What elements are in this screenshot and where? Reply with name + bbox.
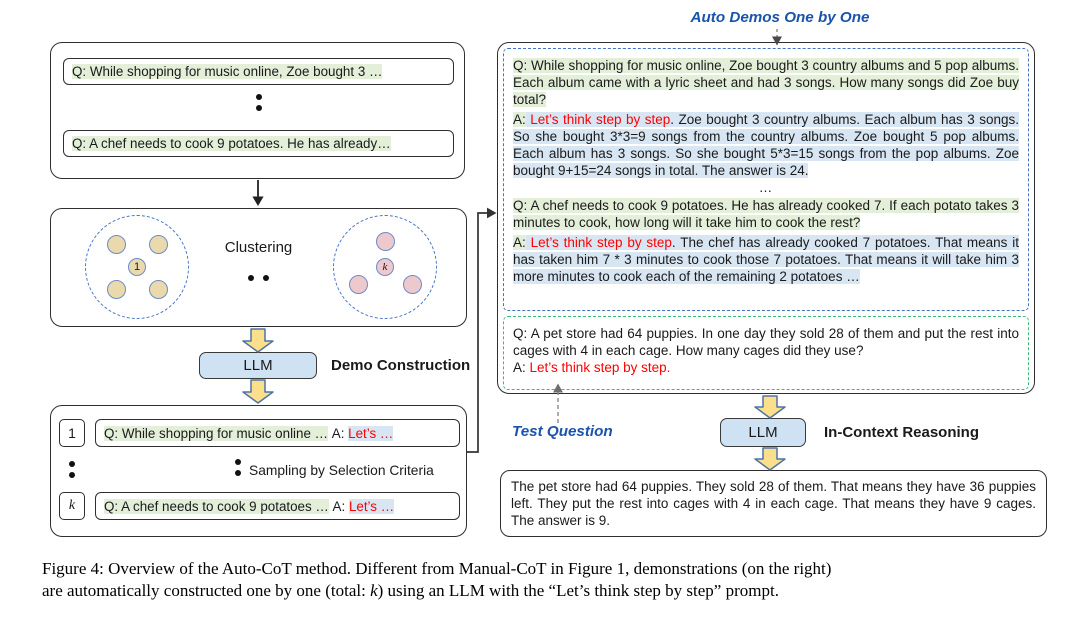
down-arrow-icon	[252, 180, 263, 206]
llm-box-right: LLM	[720, 418, 806, 447]
cluster-point	[149, 280, 168, 299]
question-pool-box	[50, 42, 465, 179]
caption-line1: Figure 4: Overview of the Auto-CoT method. Different from Manual-CoT in Figure 1, demonstrations (on the right)	[42, 559, 832, 578]
cluster-point	[403, 275, 422, 294]
test-question-text: Q: A pet store had 64 puppies. In one day they sold 28 of them and put the rest into cages with 4 in each cage. How many cages did they use?	[513, 326, 1019, 358]
test-answer-line	[513, 359, 1019, 376]
cluster-1-circle	[85, 215, 189, 319]
block-arrow-icon	[243, 380, 273, 403]
demo-row-k-a-prefix: A:	[332, 498, 346, 514]
demo2-a-rationale: . The chef has already cooked 7 potatoes. That means it has taken him 7 * 3 minutes to cook those 7 potatoes. That means it will take him 3 more minutes to cook each of the remaining 2 potatoes …	[513, 235, 1019, 284]
vertical-ellipsis-icon	[256, 89, 262, 116]
caption-line2-pre: are automatically constructed one by one (total:	[42, 581, 371, 600]
cluster-point	[349, 275, 368, 294]
demo1-question: Q: While shopping for music online, Zoe bought 3 country albums and 5 pop albums. Each album came with a lyric sheet and had 3 songs. How many songs did Zoe buy total?	[513, 58, 1019, 107]
pool-question-1-text: Q: While shopping for music online, Zoe bought 3 …	[72, 64, 383, 79]
in-context-reasoning-label: In-Context Reasoning	[824, 424, 980, 441]
clustering-label: Clustering	[224, 239, 293, 256]
pool-question-1	[63, 58, 454, 85]
cluster-point	[376, 232, 395, 251]
figure-caption	[42, 558, 1050, 602]
demos-to-context-connector	[467, 208, 497, 452]
demo-row-k-q: Q: A chef needs to cook 9 potatoes …	[104, 498, 329, 514]
demo-index-k: k	[59, 492, 85, 520]
block-arrow-icon	[755, 448, 785, 470]
demo1-answer	[513, 111, 1019, 179]
caption-k: k	[370, 581, 378, 600]
prompt-context-box	[497, 42, 1035, 394]
sampling-criteria-label: Sampling by Selection Criteria	[249, 463, 434, 478]
pool-question-2	[63, 130, 454, 157]
cluster-1-center: 1	[128, 258, 146, 276]
demo1-a-prefix: A:	[513, 112, 526, 127]
clustering-panel	[50, 208, 467, 327]
caption-line2-post: ) using an LLM with the “Let’s think step by step” prompt.	[377, 581, 779, 600]
demo-row-1	[95, 419, 460, 447]
demo-row-k	[95, 492, 460, 520]
cluster-point	[107, 280, 126, 299]
vertical-ellipsis-icon	[235, 454, 241, 481]
auto-demos-label: Auto Demos One by One	[690, 9, 870, 26]
cluster-k-circle	[333, 215, 437, 319]
cluster-k-center: k	[376, 258, 394, 276]
vertical-ellipsis-icon	[69, 456, 75, 483]
block-arrow-icon	[755, 396, 785, 418]
test-a-prefix: A:	[513, 360, 526, 375]
demo-construction-label: Demo Construction	[331, 357, 471, 374]
demo-row-1-q: Q: While shopping for music online …	[104, 425, 329, 441]
answer-text: The pet store had 64 puppies. They sold 28 of them. That means they have 36 puppies left. They put the rest into cages with 4 in each cage. That means they have 9 cages. The answer is 9.	[511, 479, 1036, 528]
answer-box	[500, 470, 1047, 537]
demo-row-k-a-red: Let’s …	[348, 498, 395, 514]
test-question-label: Test Question	[512, 423, 613, 440]
auto-demos-dashed-box	[503, 48, 1029, 311]
demos-ellipsis: …	[758, 180, 774, 195]
demo1-a-trigger: Let’s think step by step	[530, 112, 671, 127]
constructed-demos-box	[50, 405, 467, 537]
demo2-a-trigger: Let’s think step by step	[530, 235, 672, 250]
block-arrow-icon	[243, 329, 273, 352]
pool-question-2-text: Q: A chef needs to cook 9 potatoes. He has already…	[72, 136, 391, 151]
demo2-a-prefix: A:	[513, 235, 526, 250]
demo-row-1-a-red: Let’s …	[348, 425, 394, 441]
demo-index-1: 1	[59, 419, 85, 447]
test-question-dashed-box	[503, 316, 1029, 390]
llm-box-left: LLM	[199, 352, 317, 379]
demo2-answer	[513, 234, 1019, 285]
demo1-a-rationale: . Zoe bought 3 country albums. Each album has 3 songs. So she bought 3*3=9 songs from the country albums. Zoe bought 5 pop albums. Each album has 3 songs. So she bought 5*3=15 songs from the pop albums. Zoe bought 9+15=24 songs in total. The answer is 24.	[513, 112, 1019, 178]
demo2-question: Q: A chef needs to cook 9 potatoes. He has already cooked 7. If each potato takes 3 minutes to cook, how long will it take him to cook the rest?	[513, 198, 1019, 230]
demo-row-1-a-prefix: A:	[331, 425, 345, 441]
test-a-trigger: Let’s think step by step.	[529, 360, 671, 375]
